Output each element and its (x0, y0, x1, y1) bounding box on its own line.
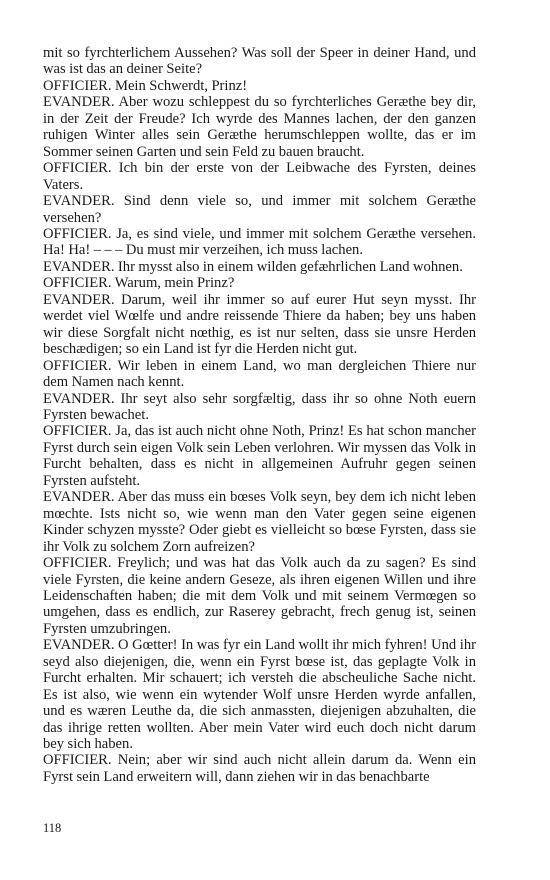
paragraph-evander: EVANDER. Ihr mysst also in einem wilden gefæhrlichen Land wohnen. (43, 258, 463, 275)
paragraph-officier: OFFICIER. Mein Schwerdt, Prinz! (43, 77, 248, 94)
page-number: 118 (43, 821, 62, 835)
page-text (43, 45, 476, 785)
paragraph-officier: OFFICIER. Nein; aber wir sind auch nicht allein darum da. Wenn ein Fyrst sein Land erweitern will, dann ziehen wir in das benachbarte (43, 752, 476, 785)
paragraph-continuation: mit so fyrchterlichem Aussehen? Was soll der Speer in deiner Hand, und was ist das an deiner Seite? (43, 45, 476, 78)
paragraph-evander: EVANDER. Ihr seyt also sehr sorgfæltig, dass ihr so ohne Noth euern Fyrsten bewachet. (43, 390, 476, 423)
paragraph-evander: EVANDER. Aber wozu schleppest du so fyrchterliches Geræthe bey dir, in der Zeit der Freude? Ich wyrde des Mannes lachen, der den ganzen ruhigen Winter alles sein Geræthe herumschleppen wollte, das er im Sommer seinen Garten und sein Feld zu bauen braucht. (43, 94, 476, 160)
paragraph-officier: OFFICIER. Ja, es sind viele, und immer mit solchem Geræthe versehen. Ha! Ha! – – – Du must mir verzeihen, ich muss lachen. (43, 225, 476, 259)
paragraph-evander: EVANDER. O Gœtter! In was fyr ein Land wollt ihr mich fyhren! Und ihr seyd also diejenigen, die, wenn ein Fyrst bœse ist, das geplagte Volk in Furcht erhalten. Mir schauert; ich versteh die abscheuliche Sache nicht. Es ist also, wie wenn ein wytender Wolf unsre Herden wyrde anfallen, und es wæren Leuthe da, die sich anmassten, diejenigen abzuhalten, die das ihrige retten wollten. Aber mein Vater wird euch doch nicht darum bey sich haben. (43, 637, 476, 753)
paragraph-officier: OFFICIER. Freylich; und was hat das Volk auch da zu sagen? Es sind viele Fyrsten, die keine andern Geseze, als ihren eigenen Willen und ihre Leidenschaften haben; die mit dem Volk und mit seinem Vermœgen so umgehen, dass es endlich, zur Raserey gebracht, frech genug ist, seinen Fyrsten umzubringen. (43, 555, 476, 637)
paragraph-officier: OFFICIER. Wir leben in einem Land, wo man dergleichen Thiere nur dem Namen nach kennt. (43, 357, 476, 391)
paragraph-evander: EVANDER. Darum, weil ihr immer so auf eurer Hut seyn mysst. Ihr werdet viel Wœlfe und andre reissende Thiere da haben; bey uns haben wir diese Sorgfalt nicht nœthig, es ist nur selten, dass sie unsre Herden beschædigen; so ein Land ist fyr die Herden nicht gut. (43, 291, 476, 358)
paragraph-evander: EVANDER. Sind denn viele so, und immer mit solchem Geræthe versehen? (43, 193, 476, 226)
paragraph-officier: OFFICIER. Ich bin der erste von der Leibwache des Fyrsten, deines Vaters. (43, 160, 476, 193)
paragraph-officier: OFFICIER. Ja, das ist auch nicht ohne Noth, Prinz! Es hat schon mancher Fyrst durch sein eigen Volk sein Leben verlohren. Wir myssen das Volk in Furcht behalten, dass es nicht in allgemeinen Aufruhr gegen seinen Fyrsten aufsteht. (43, 423, 476, 489)
paragraph-officier: OFFICIER. Warum, mein Prinz? (43, 275, 235, 292)
paragraph-evander: EVANDER. Aber das muss ein bœses Volk seyn, bey dem ich nicht leben mœchte. Ists nicht so, wie wenn man den Vater gegen seine eigenen Kinder schyzen mysste? Oder giebt es vielleicht so bœse Fyrsten, dass sie ihr Volk zu solchem Zorn aufreizen? (43, 489, 476, 555)
